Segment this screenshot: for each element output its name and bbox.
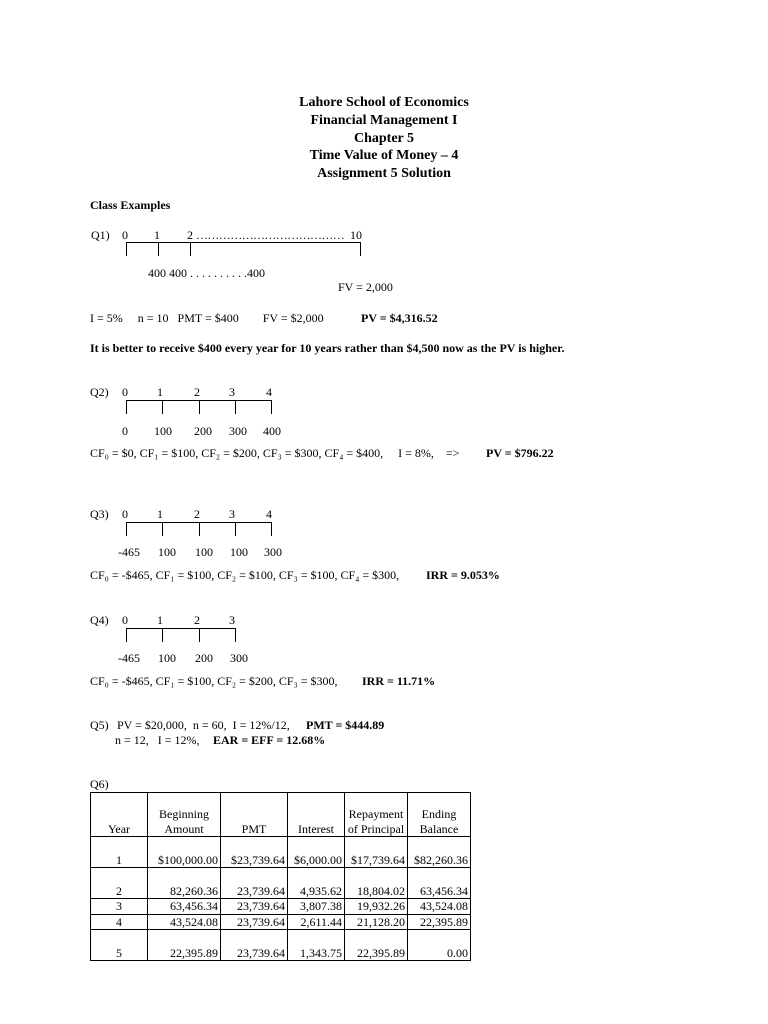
q2-flow-2: 200 (194, 424, 212, 438)
table-row (91, 914, 471, 930)
q3-result: IRR = 9.053% (426, 568, 500, 582)
q1-fv-label: FV = 2,000 (338, 280, 393, 294)
table-row (91, 930, 471, 961)
table-row (91, 899, 471, 915)
q3-flow-1: 100 (158, 545, 176, 559)
cell-year: 3 (91, 899, 148, 915)
assignment-title: Assignment 5 Solution (317, 166, 451, 182)
q4-tick-3: 3 (229, 613, 235, 627)
cell-ending-balance: 0.00 (408, 930, 471, 961)
q4-tick-2: 2 (194, 613, 200, 627)
q1-inputs: I = 5% n = 10 PMT = $400 FV = $2,000 (90, 311, 324, 325)
table-header-row (91, 793, 471, 837)
q4-inputs: CF₀ = -$465, CF₁ = $100, CF₂ = $200, CF₃ = $300, (90, 674, 338, 688)
q2-inputs: CF₀ = $0, CF₁ = $100, CF₂ = $200, CF₃ = $300, CF₄ = $400, I = 8%, => (90, 446, 460, 460)
cell-interest: 3,807.38 (288, 899, 345, 915)
q5-pmt-result: PMT = $444.89 (306, 718, 385, 732)
q3-flow-2: 100 (195, 545, 213, 559)
q4-flow-0: -465 (118, 651, 140, 665)
header-interest: Interest (288, 793, 345, 837)
q4-tick-0: 0 (122, 613, 128, 627)
cell-repayment: $17,739.64 (345, 837, 408, 868)
q2-tick-3: 3 (229, 385, 235, 399)
header-repayment-of-principal: Repayment of Principal (345, 793, 408, 837)
q5-label: Q5) (90, 718, 109, 732)
cell-beginning-amount: $100,000.00 (148, 837, 221, 868)
q1-tick-0: 0 (122, 228, 128, 242)
q6-label: Q6) (90, 777, 109, 791)
cell-interest: 1,343.75 (288, 930, 345, 961)
q2-flow-4: 400 (263, 424, 281, 438)
cell-year: 5 (91, 930, 148, 961)
cell-ending-balance: 22,395.89 (408, 914, 471, 930)
q2-flow-1: 100 (154, 424, 172, 438)
q4-label: Q4) (90, 613, 109, 627)
cell-repayment: 21,128.20 (345, 914, 408, 930)
cell-beginning-amount: 63,456.34 (148, 899, 221, 915)
q1-conclusion: It is better to receive $400 every year for 10 years rather than $4,500 now as the PV is higher. (90, 341, 565, 355)
cell-repayment: 18,804.02 (345, 868, 408, 899)
cell-repayment: 22,395.89 (345, 930, 408, 961)
course-name: Financial Management I (310, 112, 458, 128)
q4-flow-2: 200 (195, 651, 213, 665)
cell-interest: $6,000.00 (288, 837, 345, 868)
q5-line1: PV = $20,000, n = 60, I = 12%/12, (117, 718, 290, 732)
header-pmt: PMT (221, 793, 288, 837)
q3-inputs: CF₀ = -$465, CF₁ = $100, CF₂ = $100, CF₃ = $100, CF₄ = $300, (90, 568, 400, 582)
header-beginning-amount: Beginning Amount (148, 793, 221, 837)
school-name: Lahore School of Economics (299, 95, 469, 110)
cell-pmt: 23,739.64 (221, 899, 288, 915)
cell-year: 4 (91, 914, 148, 930)
q1-tick-1: 1 (154, 228, 160, 242)
cell-repayment: 19,932.26 (345, 899, 408, 915)
q4-flow-3: 300 (230, 651, 248, 665)
q5-ear-result: EAR = EFF = 12.68% (213, 733, 326, 747)
q2-tick-4: 4 (266, 385, 272, 399)
cell-pmt: 23,739.64 (221, 868, 288, 899)
q1-flows: 400 400 . . . . . . . . . .400 (148, 266, 265, 280)
cell-beginning-amount: 43,524.08 (148, 914, 221, 930)
q3-flow-4: 300 (264, 545, 282, 559)
q2-result: PV = $796.22 (486, 446, 554, 460)
q3-flow-3: 100 (230, 545, 248, 559)
q2-tick-2: 2 (194, 385, 200, 399)
q3-tick-4: 4 (266, 507, 272, 521)
table-row (91, 837, 471, 868)
header-year: Year (91, 793, 148, 837)
q3-tick-3: 3 (229, 507, 235, 521)
chapter-label: Chapter 5 (353, 130, 415, 146)
q3-tick-1: 1 (157, 507, 163, 521)
cell-year: 2 (91, 868, 148, 899)
q2-tick-1: 1 (157, 385, 163, 399)
topic-title: Time Value of Money – 4 (309, 148, 459, 164)
cell-year: 1 (91, 837, 148, 868)
cell-ending-balance: $82,260.36 (408, 837, 471, 868)
cell-ending-balance: 63,456.34 (408, 868, 471, 899)
q4-flow-1: 100 (158, 651, 176, 665)
cell-interest: 4,935.62 (288, 868, 345, 899)
q3-flow-0: -465 (118, 545, 140, 559)
q3-label: Q3) (90, 507, 109, 521)
cell-pmt: $23,739.64 (221, 837, 288, 868)
q1-tick-2: 2 (187, 228, 193, 242)
q2-label: Q2) (90, 385, 109, 399)
amortization-table (90, 792, 471, 961)
header-ending-balance: Ending Balance (408, 793, 471, 837)
q1-result: PV = $4,316.52 (361, 311, 438, 325)
section-heading: Class Examples (90, 198, 171, 212)
q3-tick-0: 0 (122, 507, 128, 521)
cell-beginning-amount: 22,395.89 (148, 930, 221, 961)
q1-label: Q1) (91, 228, 110, 242)
q4-result: IRR = 11.71% (362, 674, 436, 688)
q2-flow-3: 300 (229, 424, 247, 438)
cell-pmt: 23,739.64 (221, 930, 288, 961)
q2-tick-0: 0 (122, 385, 128, 399)
cell-pmt: 23,739.64 (221, 914, 288, 930)
cell-interest: 2,611.44 (288, 914, 345, 930)
cell-beginning-amount: 82,260.36 (148, 868, 221, 899)
q4-tick-1: 1 (157, 613, 163, 627)
cell-ending-balance: 43,524.08 (408, 899, 471, 915)
q5-line2: n = 12, I = 12%, (115, 733, 200, 747)
table-row (91, 868, 471, 899)
q2-flow-0: 0 (122, 424, 128, 438)
q3-tick-2: 2 (194, 507, 200, 521)
q1-tick-end: 10 (350, 228, 362, 242)
q1-dots: ………………………………… (196, 228, 345, 242)
